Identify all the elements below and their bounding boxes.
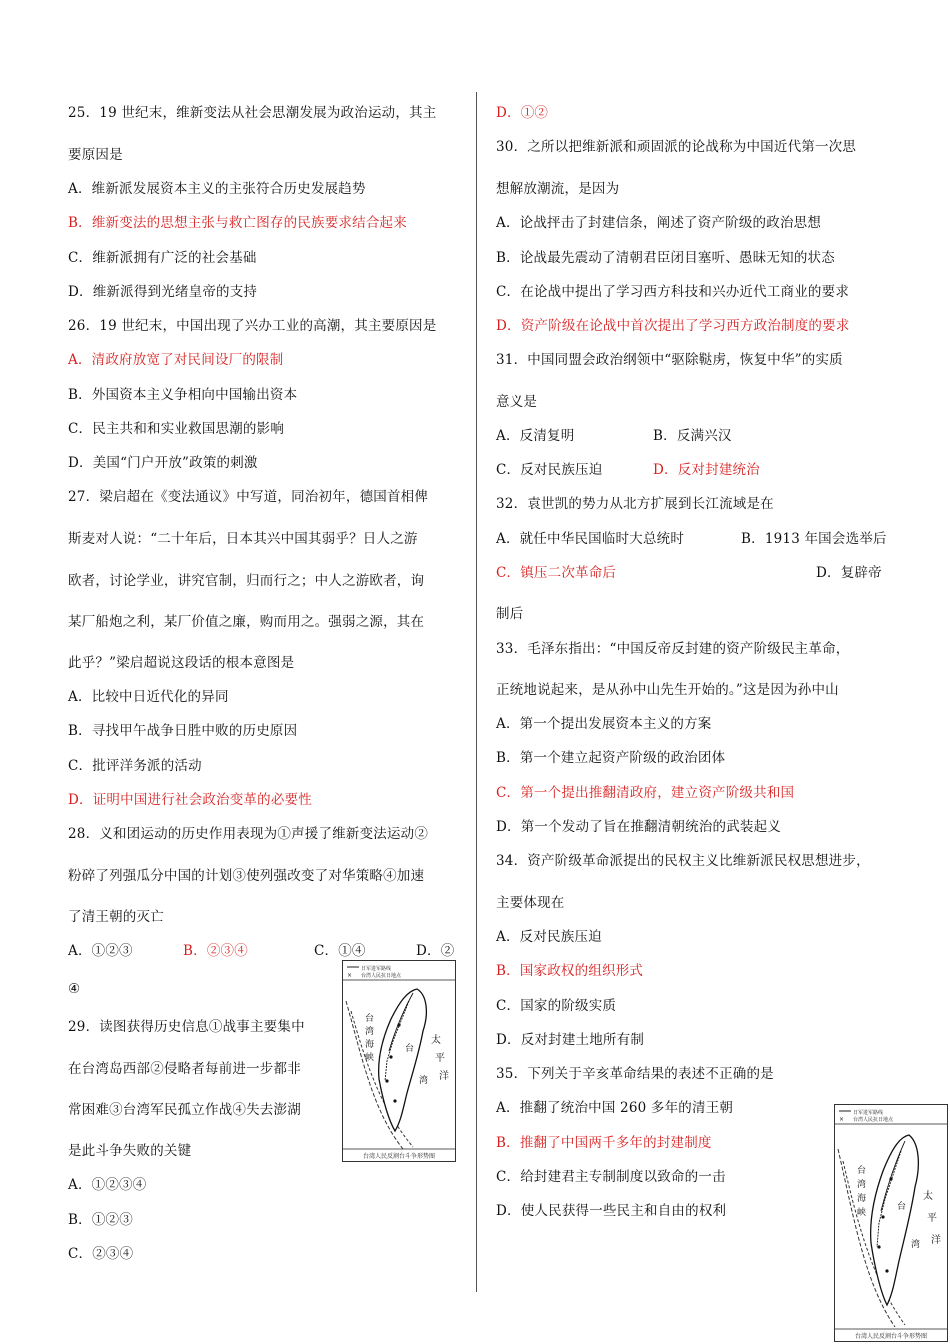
q26-option-a: A．清政府放宽了对民间设厂的限制 — [68, 352, 284, 368]
svg-text:海: 海 — [365, 1040, 375, 1050]
taiwan-map-figure — [342, 960, 456, 1162]
q28-stem-cont: 粉碎了列强瓜分中国的计划③使列强改变了对华策略④加速 — [68, 868, 425, 884]
q31-stem: 31．中国同盟会政治纲领中“驱除鞑虏，恢复中华”的实质 — [496, 352, 843, 368]
q31-stem-cont: 意义是 — [496, 394, 538, 410]
svg-text:台湾人民反割台斗争形势图: 台湾人民反割台斗争形势图 — [854, 1333, 928, 1340]
q25-stem: 25．19 世纪末，维新变法从社会思潮发展为政治运动，其主 — [68, 105, 437, 121]
q32-option-d: D．复辟帝 — [816, 565, 882, 581]
svg-text:洋: 洋 — [439, 1071, 449, 1082]
svg-text:湾: 湾 — [911, 1240, 921, 1250]
q28-stem-cont: 了清王朝的灭亡 — [68, 909, 164, 925]
q29-option-d: D．①② — [496, 105, 549, 121]
q33-stem: 33．毛泽东指出：“中国反帝反封建的资产阶级民主革命， — [496, 641, 850, 657]
q32-option-a: A．就任中华民国临时大总统时 — [496, 531, 685, 547]
q34-option-c: C．国家的阶级实质 — [496, 998, 617, 1014]
svg-text:海: 海 — [857, 1194, 867, 1204]
q28-option-c: C．①④ — [314, 943, 366, 959]
q31-option-b: B．反满兴汉 — [653, 428, 732, 444]
q25-option-d: D．维新派得到光绪皇帝的支持 — [68, 284, 258, 300]
q27-option-a: A．比较中日近代化的异同 — [68, 689, 229, 705]
svg-text:平: 平 — [927, 1213, 937, 1224]
q34-option-d: D．反对封建土地所有制 — [496, 1032, 645, 1048]
q29-option-b: B．①②③ — [68, 1212, 133, 1228]
svg-text:湾: 湾 — [365, 1027, 375, 1037]
q27-option-b: B．寻找甲午战争日胜中败的历史原因 — [68, 723, 298, 739]
svg-text:×: × — [347, 972, 353, 979]
taiwan-map-graphic-2 — [835, 1105, 947, 1341]
q30-option-c: C．在论战中提出了学习西方科技和兴办近代工商业的要求 — [496, 284, 850, 300]
q33-option-b: B．第一个建立起资产阶级的政治团体 — [496, 750, 726, 766]
map-caption: 台湾人民反割台斗争形势图 — [362, 1153, 436, 1160]
q33-option-a: A．第一个提出发展资本主义的方案 — [496, 716, 712, 732]
svg-text:洋: 洋 — [931, 1235, 941, 1246]
q28-stem: 28．义和团运动的历史作用表现为①声援了维新变法运动② — [68, 826, 429, 842]
map-legend-battle: 台湾人民抗日地点 — [361, 973, 402, 979]
q27-stem-cont: 某厂船炮之利，某厂价值之廉，购而用之。强弱之源，其在 — [68, 614, 425, 630]
column-divider — [476, 92, 477, 1292]
q29-option-a: A．①②③④ — [68, 1177, 147, 1193]
q27-option-d: D．证明中国进行社会政治变革的必要性 — [68, 792, 312, 808]
svg-text:湾: 湾 — [857, 1180, 867, 1190]
svg-text:太: 太 — [431, 1035, 441, 1046]
q30-stem: 30．之所以把维新派和顽固派的论战称为中国近代第一次思 — [496, 139, 857, 155]
q29-stem: 29．读图获得历史信息①战事主要集中 — [68, 1019, 305, 1035]
svg-text:太: 太 — [923, 1191, 933, 1202]
q32-stem: 32．袁世凯的势力从北方扩展到长江流域是在 — [496, 496, 774, 512]
svg-text:×: × — [839, 1116, 845, 1123]
taiwan-map-graphic — [343, 961, 455, 1161]
q26-option-d: D．美国“门户开放”政策的刺激 — [68, 455, 258, 471]
q27-stem-cont: 欧者，讨论学业，讲究官制，归而行之；中人之游欧者，询 — [68, 573, 425, 589]
q29-option-c: C．②③④ — [68, 1246, 134, 1262]
q25-option-c: C．维新派拥有广泛的社会基础 — [68, 250, 257, 266]
q29-stem-cont: 是此斗争失败的关键 — [68, 1143, 192, 1159]
q35-option-d: D．使人民获得一些民主和自由的权利 — [496, 1203, 727, 1219]
q31-option-d: D．反对封建统治 — [653, 462, 760, 478]
q28-option-b: B．②③④ — [183, 943, 248, 959]
q27-stem-cont: 斯麦对人说：“二十年后，日本其兴中国其弱乎？日人之游 — [68, 531, 418, 547]
q27-stem: 27．梁启超在《变法通议》中写道，同治初年，德国首相俾 — [68, 489, 429, 505]
q31-option-a: A．反清复明 — [496, 428, 575, 444]
q28-option-d-cont: ④ — [68, 981, 81, 997]
q33-stem-cont: 正统地说起来，是从孙中山先生开始的。”这是因为孙中山 — [496, 682, 839, 698]
q25-stem-cont: 要原因是 — [68, 147, 123, 163]
map-legend-route: 日军进军路线 — [361, 966, 392, 972]
q35-stem: 35．下列关于辛亥革命结果的表述不正确的是 — [496, 1066, 774, 1082]
q30-option-a: A．论战抨击了封建信条，阐述了资产阶级的政治思想 — [496, 215, 822, 231]
svg-text:日军进军路线: 日军进军路线 — [853, 1110, 884, 1116]
q32-option-b: B．1913 年国会选举后 — [741, 531, 887, 547]
q27-stem-cont: 此乎？”梁启超说这段话的根本意图是 — [68, 655, 295, 671]
q25-option-b: B．维新变法的思想主张与救亡图存的民族要求结合起来 — [68, 215, 407, 231]
svg-text:峡: 峡 — [857, 1208, 867, 1218]
q34-option-a: A．反对民族压迫 — [496, 929, 602, 945]
taiwan-map-figure-2 — [834, 1104, 948, 1342]
svg-text:台: 台 — [405, 1044, 415, 1054]
q33-option-c: C．第一个提出推翻清政府，建立资产阶级共和国 — [496, 785, 795, 801]
q34-stem-cont: 主要体现在 — [496, 895, 565, 911]
svg-text:台: 台 — [897, 1202, 907, 1212]
q26-option-b: B．外国资本主义争相向中国输出资本 — [68, 387, 298, 403]
q28-option-a: A．①②③ — [68, 943, 133, 959]
q26-stem: 26．19 世纪末，中国出现了兴办工业的高潮，其主要原因是 — [68, 318, 437, 334]
q26-option-c: C．民主共和和实业救国思潮的影响 — [68, 421, 285, 437]
svg-text:台湾人民抗日地点: 台湾人民抗日地点 — [853, 1117, 894, 1123]
q30-option-d: D．资产阶级在论战中首次提出了学习西方政治制度的要求 — [496, 318, 850, 334]
q27-option-c: C．批评洋务派的活动 — [68, 758, 202, 774]
svg-text:湾: 湾 — [419, 1076, 429, 1086]
q33-option-d: D．第一个发动了旨在推翻清朝统治的武装起义 — [496, 819, 782, 835]
svg-text:平: 平 — [435, 1053, 445, 1064]
q30-option-b: B．论战最先震动了清朝君臣闭目塞听、愚昧无知的状态 — [496, 250, 835, 266]
q35-option-a: A．推翻了统治中国 260 多年的清王朝 — [496, 1100, 734, 1116]
q29-stem-cont: 常困难③台湾军民孤立作战④失去澎湖 — [68, 1102, 301, 1118]
q28-option-d: D．② — [416, 943, 455, 959]
q25-option-a: A．维新派发展资本主义的主张符合历史发展趋势 — [68, 181, 366, 197]
q35-option-c: C．给封建君主专制制度以致命的一击 — [496, 1169, 726, 1185]
q30-stem-cont: 想解放潮流，是因为 — [496, 181, 620, 197]
q34-option-b: B．国家政权的组织形式 — [496, 963, 644, 979]
q32-option-d-cont: 制后 — [496, 606, 524, 622]
q29-stem-cont: 在台湾岛西部②侵略者每前进一步都非 — [68, 1061, 301, 1077]
q31-option-c: C．反对民族压迫 — [496, 462, 603, 478]
q35-option-b: B．推翻了中国两千多年的封建制度 — [496, 1135, 712, 1151]
svg-text:峡: 峡 — [365, 1053, 375, 1063]
q34-stem: 34．资产阶级革命派提出的民权主义比维新派民权思想进步， — [496, 853, 870, 869]
svg-text:台: 台 — [365, 1014, 375, 1024]
svg-text:台: 台 — [857, 1166, 867, 1176]
q32-option-c: C．镇压二次革命后 — [496, 565, 617, 581]
